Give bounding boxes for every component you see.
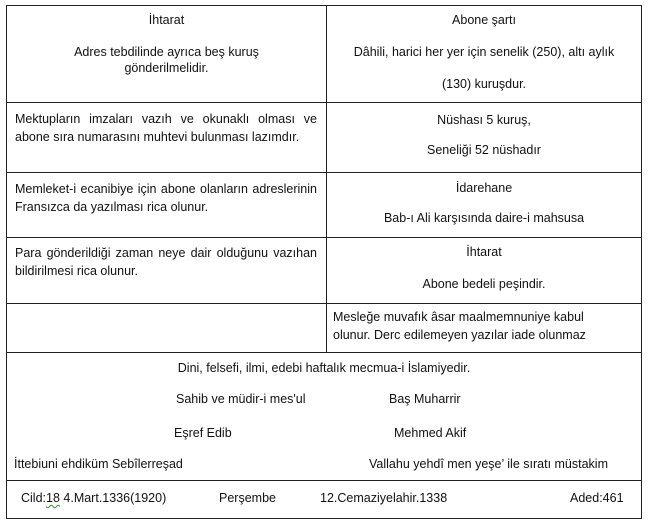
office-address: Bab-ı Ali karşısında daire-i mahsusa [383, 211, 585, 225]
copy-price: Nüshası 5 kuruş, [437, 113, 531, 127]
weekday: Perşembe [219, 491, 276, 505]
foreign-subscriber-notice: Memleket-i ecanibiye için abone olanların adreslerinin Fransızca da yazılması rica olunur. [15, 182, 317, 214]
row-divider-6 [7, 480, 641, 481]
address-change-notice-line2: gönderilmelidir. [124, 61, 209, 75]
owner-name: Eşref Edib [174, 426, 232, 440]
owner-label: Sahib ve müdir-i mes'ul [176, 392, 306, 406]
ihtarat-title: İhtarat [148, 13, 185, 27]
office-title: İdarehane [455, 181, 513, 195]
row-divider-1 [7, 102, 641, 103]
prepaid-subscription-notice: Abone bedeli peşindir. [422, 277, 546, 291]
row-divider-5 [7, 352, 641, 353]
subscription-terms-line1: Dâhili, harici her yer için senelik (250), altı aylık [353, 45, 615, 59]
chief-editor-label: Baş Muharrir [389, 392, 461, 406]
row-divider-4 [7, 303, 641, 304]
payment-purpose-notice: Para gönderildiği zaman neye dair olduğunu vazıhan bildirilmesi rica olunur. [15, 246, 317, 278]
ihtarat-second-title: İhtarat [466, 245, 502, 259]
volume-info [21, 490, 166, 506]
editorial-policy-line2: olunur. Derc edilemeyen yazılar iade olunmaz [333, 328, 586, 342]
row-divider-2 [7, 172, 641, 173]
annual-issues: Seneliği 52 nüshadır [427, 143, 541, 157]
volume-prefix: Cild: [21, 491, 47, 505]
newspaper-header-table [6, 5, 642, 519]
chief-editor-name: Mehmed Akif [394, 426, 467, 440]
motto-left: İttebiuni ehdiküm Sebîlerreşad [14, 457, 183, 471]
address-change-notice-line1: Adres tebdilinde ayrıca beş kuruş [74, 45, 259, 59]
letters-signature-notice: Mektupların imzaları vazıh ve okunaklı olması ve abone sıra numarasını muhtevi bulunması lazımdır. [15, 112, 317, 144]
volume-number: 18 [46, 491, 60, 505]
gregorian-date: 4.Mart.1336(1920) [59, 491, 167, 505]
hijri-date: 12.Cemaziyelahir.1338 [320, 491, 448, 505]
issue-number: Aded:461 [570, 491, 624, 505]
motto-right: Vallahu yehdî men yeşe’ ile sıratı müstakim [369, 457, 608, 471]
editorial-policy-line1: Mesleğe muvafık âsar maalmemnuniye kabul [333, 310, 584, 324]
subscription-terms-title: Abone şartı [452, 13, 516, 27]
journal-description: Dini, felsefi, ilmi, edebi haftalık mecmua-i İslamiyedir. [177, 361, 471, 375]
subscription-terms-line2: (130) kuruşdur. [441, 77, 527, 91]
row-divider-3 [7, 237, 641, 238]
